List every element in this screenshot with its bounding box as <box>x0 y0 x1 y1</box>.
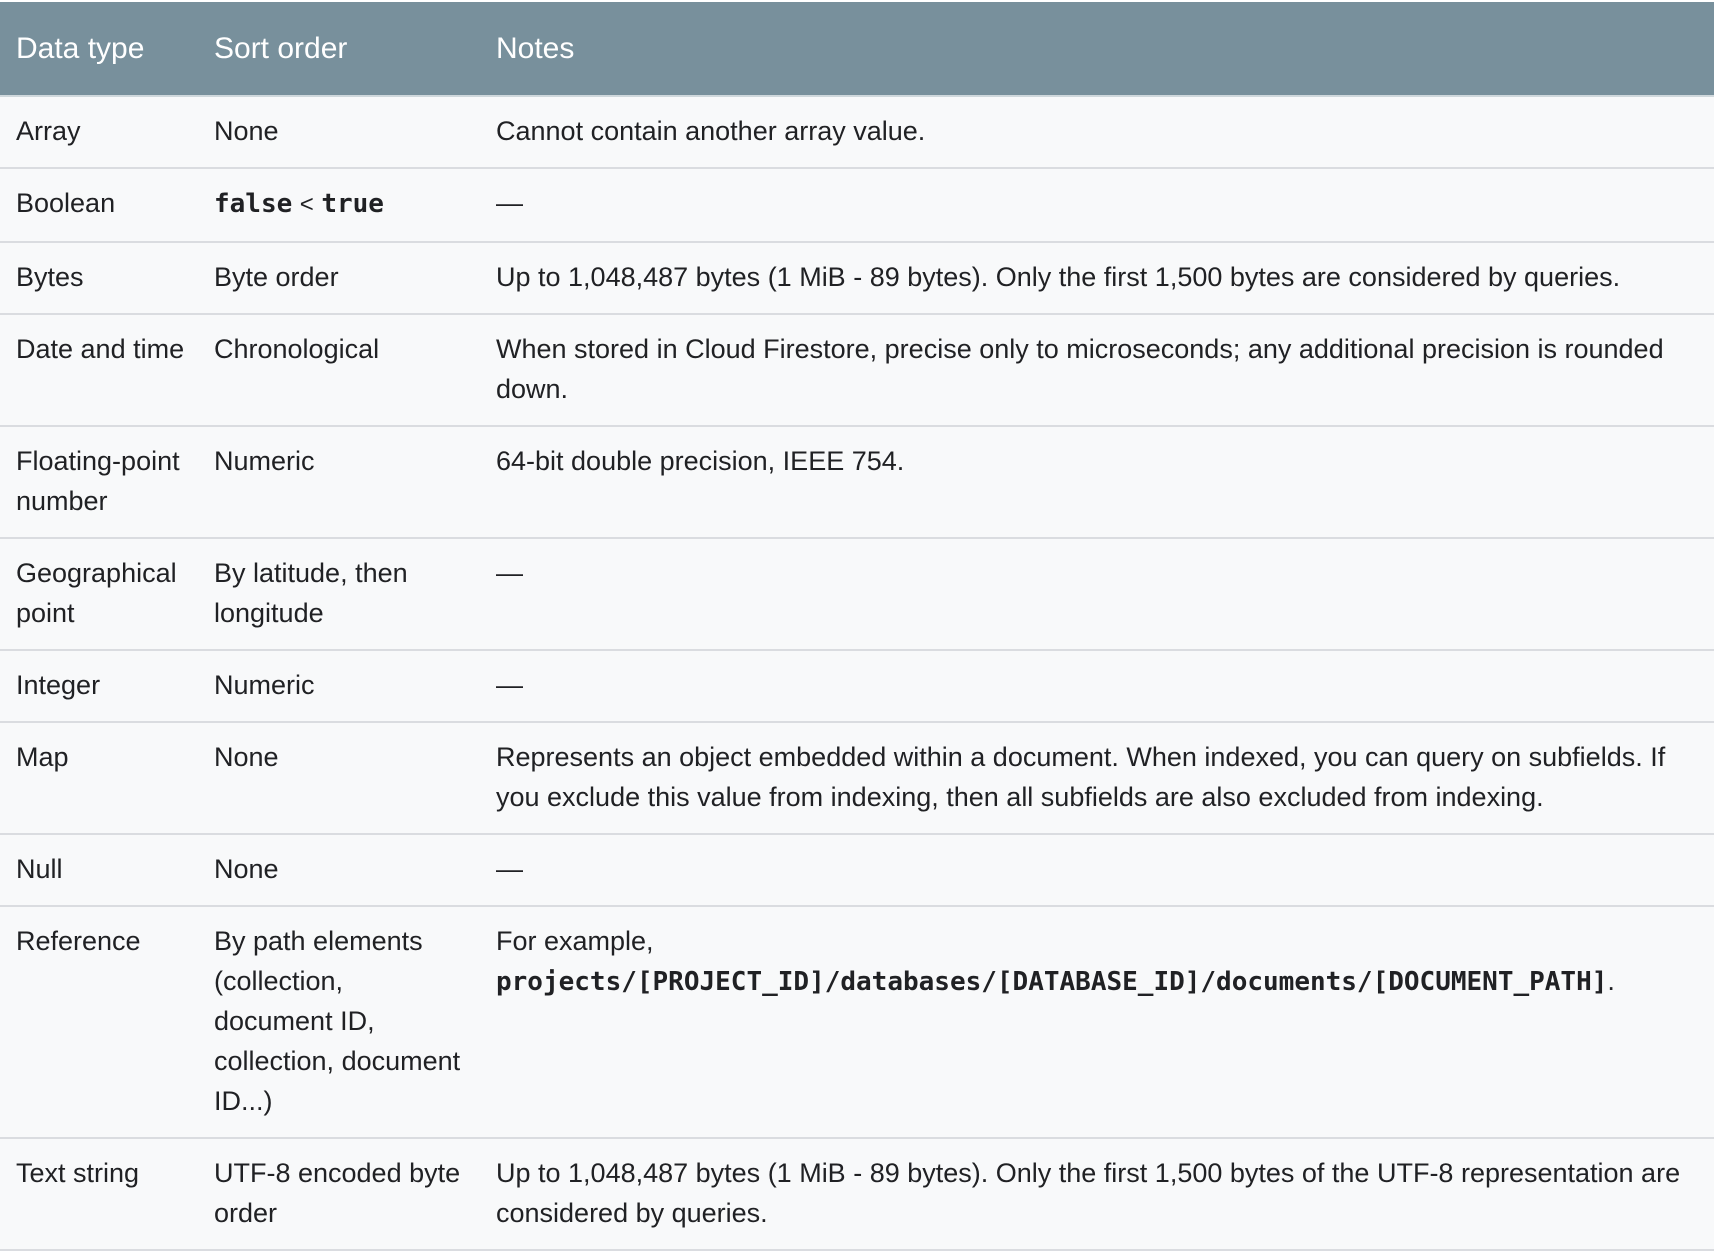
cell-sort-order: Chronological <box>198 314 480 426</box>
cell-data-type: Boolean <box>0 168 198 242</box>
cell-notes <box>480 538 1714 650</box>
cell-notes <box>480 168 1714 242</box>
reference-path-code: projects/[PROJECT_ID]/databases/[DATABASE_ID]/documents/[DOCUMENT_PATH] <box>496 967 1608 997</box>
cell-notes: Up to 1,048,487 bytes (1 MiB - 89 bytes). Only the first 1,500 bytes of the UTF-8 representation are considered by queries. <box>480 1138 1714 1250</box>
table-row <box>0 96 1714 168</box>
cell-sort-order: None <box>198 96 480 168</box>
table-row <box>0 168 1714 242</box>
cell-sort-order: Byte order <box>198 242 480 314</box>
cell-sort-order: Numeric <box>198 650 480 722</box>
cell-data-type: Array <box>0 96 198 168</box>
header-sort-order: Sort order <box>198 2 480 96</box>
cell-data-type: Reference <box>0 906 198 1138</box>
em-dash: — <box>496 854 523 884</box>
table-row <box>0 538 1714 650</box>
notes-suffix: . <box>1607 966 1615 996</box>
cell-notes <box>480 906 1714 1138</box>
less-than-symbol: < <box>299 191 314 218</box>
cell-sort-order: None <box>198 722 480 834</box>
table-row <box>0 834 1714 906</box>
em-dash: — <box>496 558 523 588</box>
cell-data-type: Null <box>0 834 198 906</box>
table-body <box>0 96 1714 1250</box>
cell-data-type: Bytes <box>0 242 198 314</box>
code-false: false <box>214 189 293 219</box>
cell-notes <box>480 650 1714 722</box>
em-dash: — <box>496 670 523 700</box>
cell-notes: Represents an object embedded within a document. When indexed, you can query on subfields. If you exclude this value from indexing, then all subfields are also excluded from indexing. <box>480 722 1714 834</box>
header-notes: Notes <box>480 2 1714 96</box>
header-data-type: Data type <box>0 2 198 96</box>
table-row <box>0 242 1714 314</box>
cell-data-type: Date and time <box>0 314 198 426</box>
table-row <box>0 722 1714 834</box>
table-row <box>0 426 1714 538</box>
notes-prefix: For example, <box>496 926 654 956</box>
cell-sort-order: UTF-8 encoded byte order <box>198 1138 480 1250</box>
cell-notes <box>480 834 1714 906</box>
cell-sort-order <box>198 168 480 242</box>
cell-sort-order: By latitude, then longitude <box>198 538 480 650</box>
table-row <box>0 650 1714 722</box>
data-types-table <box>0 2 1714 1251</box>
cell-sort-order: Numeric <box>198 426 480 538</box>
table-row <box>0 314 1714 426</box>
header-row <box>0 2 1714 96</box>
cell-sort-order: None <box>198 834 480 906</box>
cell-data-type: Floating-point number <box>0 426 198 538</box>
cell-sort-order: By path elements (collection, document ID, collection, document ID...) <box>198 906 480 1138</box>
cell-data-type: Map <box>0 722 198 834</box>
cell-notes: 64-bit double precision, IEEE 754. <box>480 426 1714 538</box>
cell-data-type: Integer <box>0 650 198 722</box>
table-row <box>0 906 1714 1138</box>
cell-notes: When stored in Cloud Firestore, precise only to microseconds; any additional precision is rounded down. <box>480 314 1714 426</box>
cell-data-type: Geographical point <box>0 538 198 650</box>
code-true: true <box>321 189 384 219</box>
cell-notes: Up to 1,048,487 bytes (1 MiB - 89 bytes). Only the first 1,500 bytes are considered by queries. <box>480 242 1714 314</box>
table-row <box>0 1138 1714 1250</box>
cell-notes: Cannot contain another array value. <box>480 96 1714 168</box>
table-header <box>0 2 1714 96</box>
cell-data-type: Text string <box>0 1138 198 1250</box>
em-dash: — <box>496 188 523 218</box>
